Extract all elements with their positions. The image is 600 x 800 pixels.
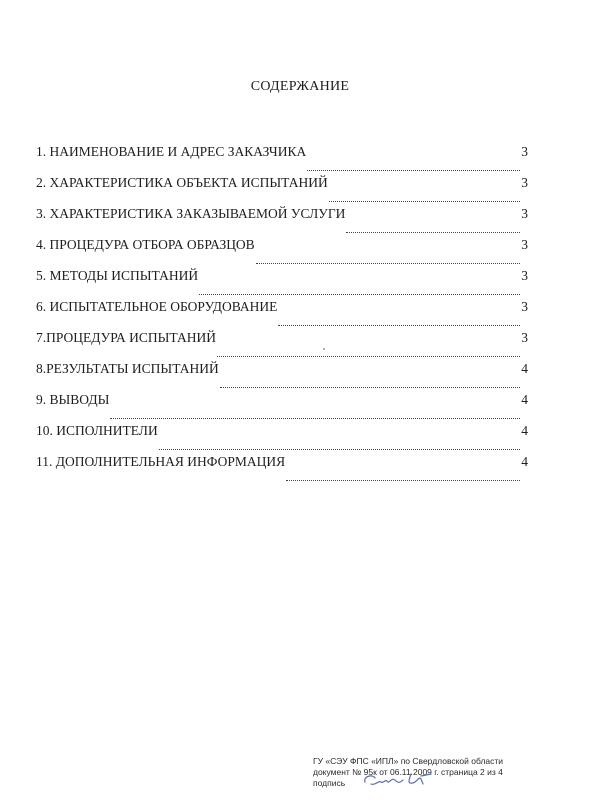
toc-entry <box>36 330 528 361</box>
toc-entry-title: 10. ИСПОЛНИТЕЛИ <box>36 423 158 438</box>
toc-entry-title: 8.РЕЗУЛЬТАТЫ ИСПЫТАНИЙ <box>36 361 219 376</box>
toc-entry-title: 1. НАИМЕНОВАНИЕ И АДРЕС ЗАКАЗЧИКА <box>36 144 307 159</box>
toc-dot-leader <box>329 201 521 202</box>
toc-entry <box>36 423 528 454</box>
document-footer <box>313 756 593 789</box>
toc-entry-title: 11. ДОПОЛНИТЕЛЬНАЯ ИНФОРМАЦИЯ <box>36 454 286 469</box>
toc-entry-page-number: 4 <box>521 361 528 376</box>
scan-speck <box>323 348 325 350</box>
toc-dot-leader <box>346 232 520 233</box>
table-of-contents <box>36 144 528 485</box>
footer-document-info: документ № 95к от 06.11.2009 г. страница 2 из 4 <box>313 767 503 777</box>
toc-entry-page-number: 3 <box>521 206 528 221</box>
toc-dot-leader <box>256 263 521 264</box>
toc-entry <box>36 144 528 175</box>
toc-entry-page-number: 4 <box>521 423 528 438</box>
toc-entry-title: 9. ВЫВОДЫ <box>36 392 110 407</box>
toc-dot-leader <box>307 170 520 171</box>
toc-entry-page-number: 3 <box>521 299 528 314</box>
toc-dot-leader <box>286 480 520 481</box>
toc-entry-title: 2. ХАРАКТЕРИСТИКА ОБЪЕКТА ИСПЫТАНИЙ <box>36 175 328 190</box>
handwritten-signature <box>361 770 451 790</box>
toc-entry-page-number: 4 <box>521 392 528 407</box>
toc-entry <box>36 299 528 330</box>
toc-entry-page-number: 3 <box>521 268 528 283</box>
toc-entry-title: 7.ПРОЦЕДУРА ИСПЫТАНИЙ <box>36 330 216 345</box>
toc-entry <box>36 206 528 237</box>
toc-dot-leader <box>220 387 520 388</box>
toc-dot-leader <box>199 294 520 295</box>
toc-dot-leader <box>159 449 521 450</box>
footer-signature-row <box>313 778 593 789</box>
toc-entry-page-number: 4 <box>521 454 528 469</box>
toc-entry <box>36 175 528 206</box>
page-title: СОДЕРЖАНИЕ <box>250 79 350 94</box>
toc-entry-page-number: 3 <box>521 237 528 252</box>
toc-dot-leader <box>217 356 520 357</box>
toc-entry <box>36 237 528 268</box>
toc-entry-page-number: 3 <box>521 144 528 159</box>
toc-entry-title: 6. ИСПЫТАТЕЛЬНОЕ ОБОРУДОВАНИЕ <box>36 299 278 314</box>
toc-entry-page-number: 3 <box>521 330 528 345</box>
toc-dot-leader <box>110 418 520 419</box>
toc-entry-page-number: 3 <box>521 175 528 190</box>
toc-entry <box>36 392 528 423</box>
toc-dot-leader <box>278 325 520 326</box>
toc-entry <box>36 268 528 299</box>
footer-signature-label: подпись <box>313 778 346 788</box>
toc-entry <box>36 454 528 485</box>
toc-entry-title: 5. МЕТОДЫ ИСПЫТАНИЙ <box>36 268 199 283</box>
footer-organization: ГУ «СЭУ ФПС «ИПЛ» по Свердловской области <box>313 756 504 766</box>
toc-entry-title: 4. ПРОЦЕДУРА ОТБОРА ОБРАЗЦОВ <box>36 237 255 252</box>
toc-entry <box>36 361 528 392</box>
toc-entry-title: 3. ХАРАКТЕРИСТИКА ЗАКАЗЫВАЕМОЙ УСЛУГИ <box>36 206 346 221</box>
